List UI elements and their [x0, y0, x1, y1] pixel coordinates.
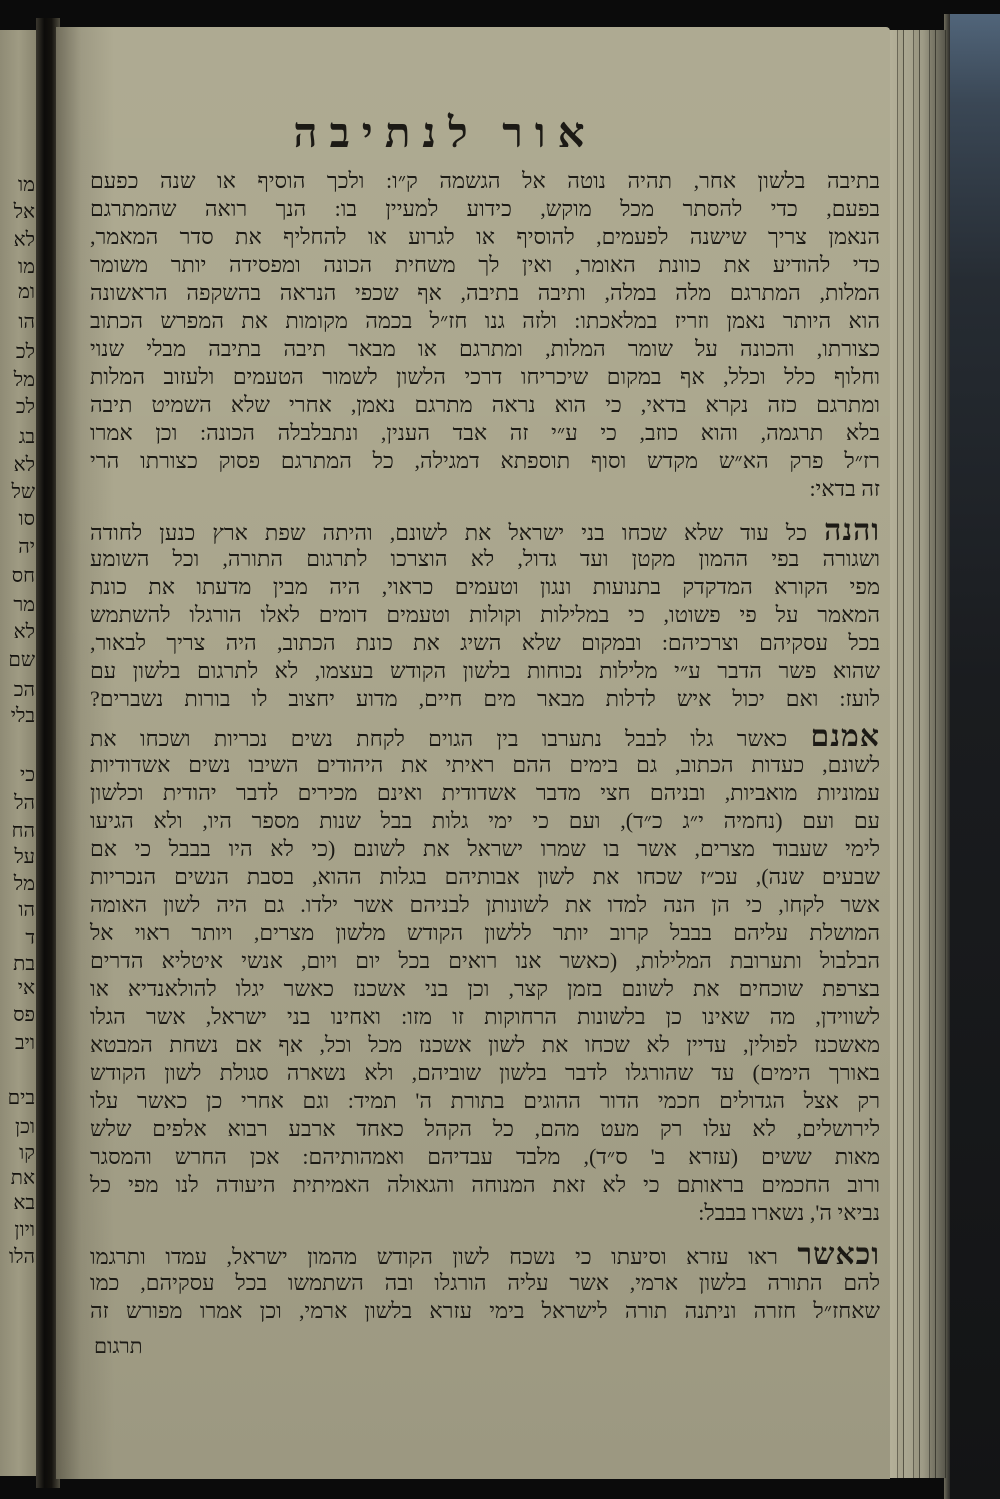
- text-line: ורוב החכמים בראותם כי לא זאת המנוחה והגאולה האמיתית היעודה לנו מפי כל: [90, 1172, 880, 1197]
- facing-page-line-fragment: מר: [13, 594, 35, 616]
- facing-page-line-fragment: הלו: [9, 1246, 35, 1268]
- text-line: וחלוף כלל וכלל, אף במקום שיכריחו דרכי הלשון לשמור הטעמים ולעזוב המלות: [90, 364, 880, 389]
- text-line: מאשכנז לפולין, עדיין לא שכחו את לשון אשכנז מכל וכל, אף אם נשחת המבטא: [90, 1032, 880, 1057]
- facing-page-line-fragment: מו: [18, 174, 35, 196]
- facing-page-line-fragment: הל: [14, 792, 35, 814]
- facing-page-line-fragment: סו: [18, 508, 35, 530]
- facing-page-line-fragment: קו: [19, 1142, 35, 1164]
- text-line: [90, 1238, 880, 1271]
- text-line: כצורתו, והכונה על שומר המלות, ומתרגם או מבאר תיבה בתיבה מבלי שנוי: [90, 336, 880, 361]
- facing-page-line-fragment: מל: [13, 369, 35, 391]
- facing-page-line-fragment: מו: [18, 256, 35, 278]
- facing-page-line-fragment: הו: [18, 899, 35, 921]
- paragraph: [90, 1238, 880, 1325]
- text-line: לירושלים, לא עלו רק מעט מהם, כל הקהל כאחד ארבע רבוא אלפים שלש: [90, 1116, 880, 1141]
- text-line: הבלבול ותערובת המלילות, (כאשר אנו רואים בכל יום ויום, אנשי איטליא הדרים: [90, 948, 880, 973]
- text-line: בתיבה בלשון אחר, תהיה נוטה אל הגשמה ק״ו: ולכך הוסיף או שנה כפעם: [90, 168, 880, 193]
- text-line: לימי שעבוד מצרים, אשר בו שמרו ישראל את לשונם (כי לא היו בבבל כי אם: [90, 836, 880, 861]
- text-line: שאחז״ל חזרה וניתנה תורה לישראל בימי עזרא בלשון ארמי, וכן אמרו מפורש זה: [90, 1298, 880, 1323]
- text-line: מאות ששים (עזרא ב' ס״ד), מלבד עבדיהם ואמהותיהם: אכן החרש והמסגר: [90, 1144, 880, 1169]
- paragraph-lead-word: אמנם: [810, 720, 880, 753]
- facing-page-line-fragment: פס: [13, 1004, 35, 1026]
- facing-page-line-fragment: לא: [13, 454, 35, 476]
- facing-page-line-fragment: יה: [18, 536, 35, 558]
- paragraph-lead-word: וכאשר: [797, 1238, 880, 1271]
- facing-page-line-fragment: לכ: [15, 396, 35, 418]
- facing-page-line-fragment: לא: [13, 229, 35, 251]
- text-line: שבעים שנה), עכ״ז שכחו את לשון אבותיהם בגלות ההוא, בסבת הנשים הנכריות: [90, 864, 880, 889]
- text-line-rest: ראו עזרא וסיעתו כי נשכח לשון הקודש מהמון ישראל, עמדו ותרגמו: [90, 1244, 778, 1269]
- facing-page-line-fragment: ויון: [14, 1219, 35, 1241]
- text-line-rest: כאשר גלו לבבל נתערבו בין הגוים לקחת נשים נכריות ושכחו את: [90, 726, 788, 751]
- text-line: ושגורה בפי ההמון מקטן ועד גדול, לא הוצרכו לתרגום התורה, וכל השומע: [90, 546, 880, 571]
- facing-page-line-fragment: בג: [18, 426, 35, 448]
- text-line: ומתרגם כזה נקרא בדאי, כי הוא נראה מתרגם נאמן, אחרי שלא השמיט תיבה: [90, 392, 880, 417]
- text-line: הוא היותר נאמן וזריז במלאכתו: ולזה גנו חז״ל בכמה מקומות את המפרש הכתוב: [90, 308, 880, 333]
- facing-page-line-fragment: של: [11, 481, 35, 503]
- text-line: [90, 514, 881, 547]
- facing-page-line-fragment: אל: [13, 201, 35, 223]
- text-line: עמוניות מואביות, ובניהם חצי מדבר אשדודית ואינם מכירים לדבר יהודית וכלשון: [90, 780, 880, 805]
- page-stack-shadow: [888, 30, 946, 1478]
- facing-page-text-column: [0, 0, 38, 1499]
- facing-page-line-fragment: בת: [13, 953, 35, 975]
- facing-page-line-fragment: חס: [11, 565, 35, 587]
- text-line: אשר לקחו, כי הן הנה למדו את לשונותן לבניהם אשר ילדו. גם היה לשון האומה: [90, 892, 880, 917]
- text-line: כדי להודיע את כוונת האומר, ואין לך משחית הכונה ומפסידה יותר משומר: [90, 252, 880, 277]
- catchword: תרגום: [94, 1334, 143, 1358]
- text-line: בלא תרגמה, והוא כוזב, כי ע״י זה אבד הענין, ונתבלבלה הכונה: וכן אמרו: [90, 420, 880, 445]
- text-line: בכל עסקיהם וצרכיהם: ובמקום שלא השיג את כונת הכתוב, היה צריך לבאור,: [90, 630, 880, 655]
- text-line: רז״ל פרק הא״ש מקדש וסוף תוספתא דמגילה, כל המתרגם פסוק כצורתו הרי: [90, 448, 880, 473]
- facing-page-line-fragment: וכן: [15, 1116, 35, 1138]
- facing-page-line-fragment: אי: [17, 977, 35, 999]
- text-line: זה בדאי:: [809, 476, 880, 501]
- text-line: רק אצל הגדולים חכמי הדור ההוגים בתורת ה' תמיד: וגם אחרי כן כאשר עלו: [90, 1088, 880, 1113]
- paragraph: [90, 514, 881, 713]
- facing-page-line-fragment: הכ: [13, 679, 35, 701]
- facing-page-line-fragment: מל: [13, 873, 35, 895]
- text-line: להם התורה בלשון ארמי, אשר עליה הורגלו ובה השתמשו בכל עסקיהם, כמו: [90, 1270, 880, 1295]
- book-cover-edge: [944, 14, 1000, 1499]
- text-line-rest: כל עוד שלא שכחו בני ישראל את לשונם, והיתה שפת ארץ כנען לחודה: [90, 520, 807, 545]
- text-line: מפי הקורא המדקדק בתנועות ונגון וטעמים כראוי, היה מבין מדעתו את כונת: [90, 574, 880, 599]
- text-line: הנאמן צריך שישנה לפעמים, להוסיף או לגרוע או להחליף את סדר המאמר,: [90, 224, 880, 249]
- facing-page-line-fragment: ויב: [15, 1032, 35, 1054]
- facing-page-line-fragment: הו: [18, 311, 35, 333]
- text-line: שהוא פשר הדבר ע״י מלילות נכוחות בלשון הקודש בעצמו, לא לתרגום בלשון עם: [90, 658, 880, 683]
- page-title: אור לנתיבה: [293, 111, 597, 157]
- text-line: [90, 720, 880, 753]
- text-line: לועז: ואם יכול איש לדלות מבאר מים חיים, מדוע יחצוב לו בורות נשברים?: [90, 686, 880, 711]
- facing-page-line-fragment: ומ: [18, 281, 35, 303]
- facing-page-line-fragment: בים: [7, 1087, 35, 1109]
- text-line: נביאי ה', נשארו בבבל:: [698, 1200, 880, 1225]
- paragraph: [90, 720, 880, 1227]
- text-line: המאמר על פי פשוטו, כי במלילות וקולות וטעמים דומים לאלו הורגלו להשתמש: [90, 602, 880, 627]
- facing-page-line-fragment: על: [14, 846, 35, 868]
- text-line: בפעם, כדי להסתר מכל מוקש, כידוע למעיין בו: הנך רואה שהמתרגם: [90, 196, 880, 221]
- facing-page-line-fragment: את: [10, 1167, 35, 1189]
- facing-page-line-fragment: ד: [25, 927, 35, 949]
- text-line: המושלת עליהם בבבל קרוב יותר ללשון הקודש מלשון מצרים, ויותר ראוי אל: [90, 920, 880, 945]
- text-line: באורך הימים) עד שהורגלו לדבר בלשון שוביהם, ולא נשארה סגולת לשון הקודש: [90, 1060, 880, 1085]
- facing-page-line-fragment: כי: [19, 764, 35, 786]
- text-line: עם ועם (נחמיה י״ג כ״ד), ועם כי ימי גלות בבל שנות מספר היו, ולא הגיעו: [90, 808, 880, 833]
- text-line: לשווידן, מה שאינו כן בלשונות הרחוקות זו מזו: ואחינו בני ישראל, אשר הגלו: [90, 1004, 880, 1029]
- text-line: המלות, המתרגם מלה במלה, ותיבה בתיבה, אף שכפי הנראה בהשקפה הראשונה: [90, 280, 880, 305]
- paragraph-lead-word: והנה: [824, 514, 881, 547]
- facing-page-line-fragment: בלי: [10, 705, 35, 727]
- paragraph: [90, 167, 880, 503]
- facing-page-line-fragment: הח: [11, 820, 35, 842]
- text-line: בצרפת שוכחים את לשונם בזמן קצר, וכן בני אשכנז כאשר יגלו להולאנדיא או: [90, 976, 880, 1001]
- facing-page-line-fragment: לא: [13, 621, 35, 643]
- text-line: לשונם, כעדות הכתוב, גם בימים ההם ראיתי את היהודים השיבו נשים אשדודיות: [90, 752, 880, 777]
- facing-page-line-fragment: בא: [13, 1192, 35, 1214]
- facing-page-line-fragment: לכ: [15, 341, 35, 363]
- facing-page-line-fragment: שם: [8, 649, 35, 671]
